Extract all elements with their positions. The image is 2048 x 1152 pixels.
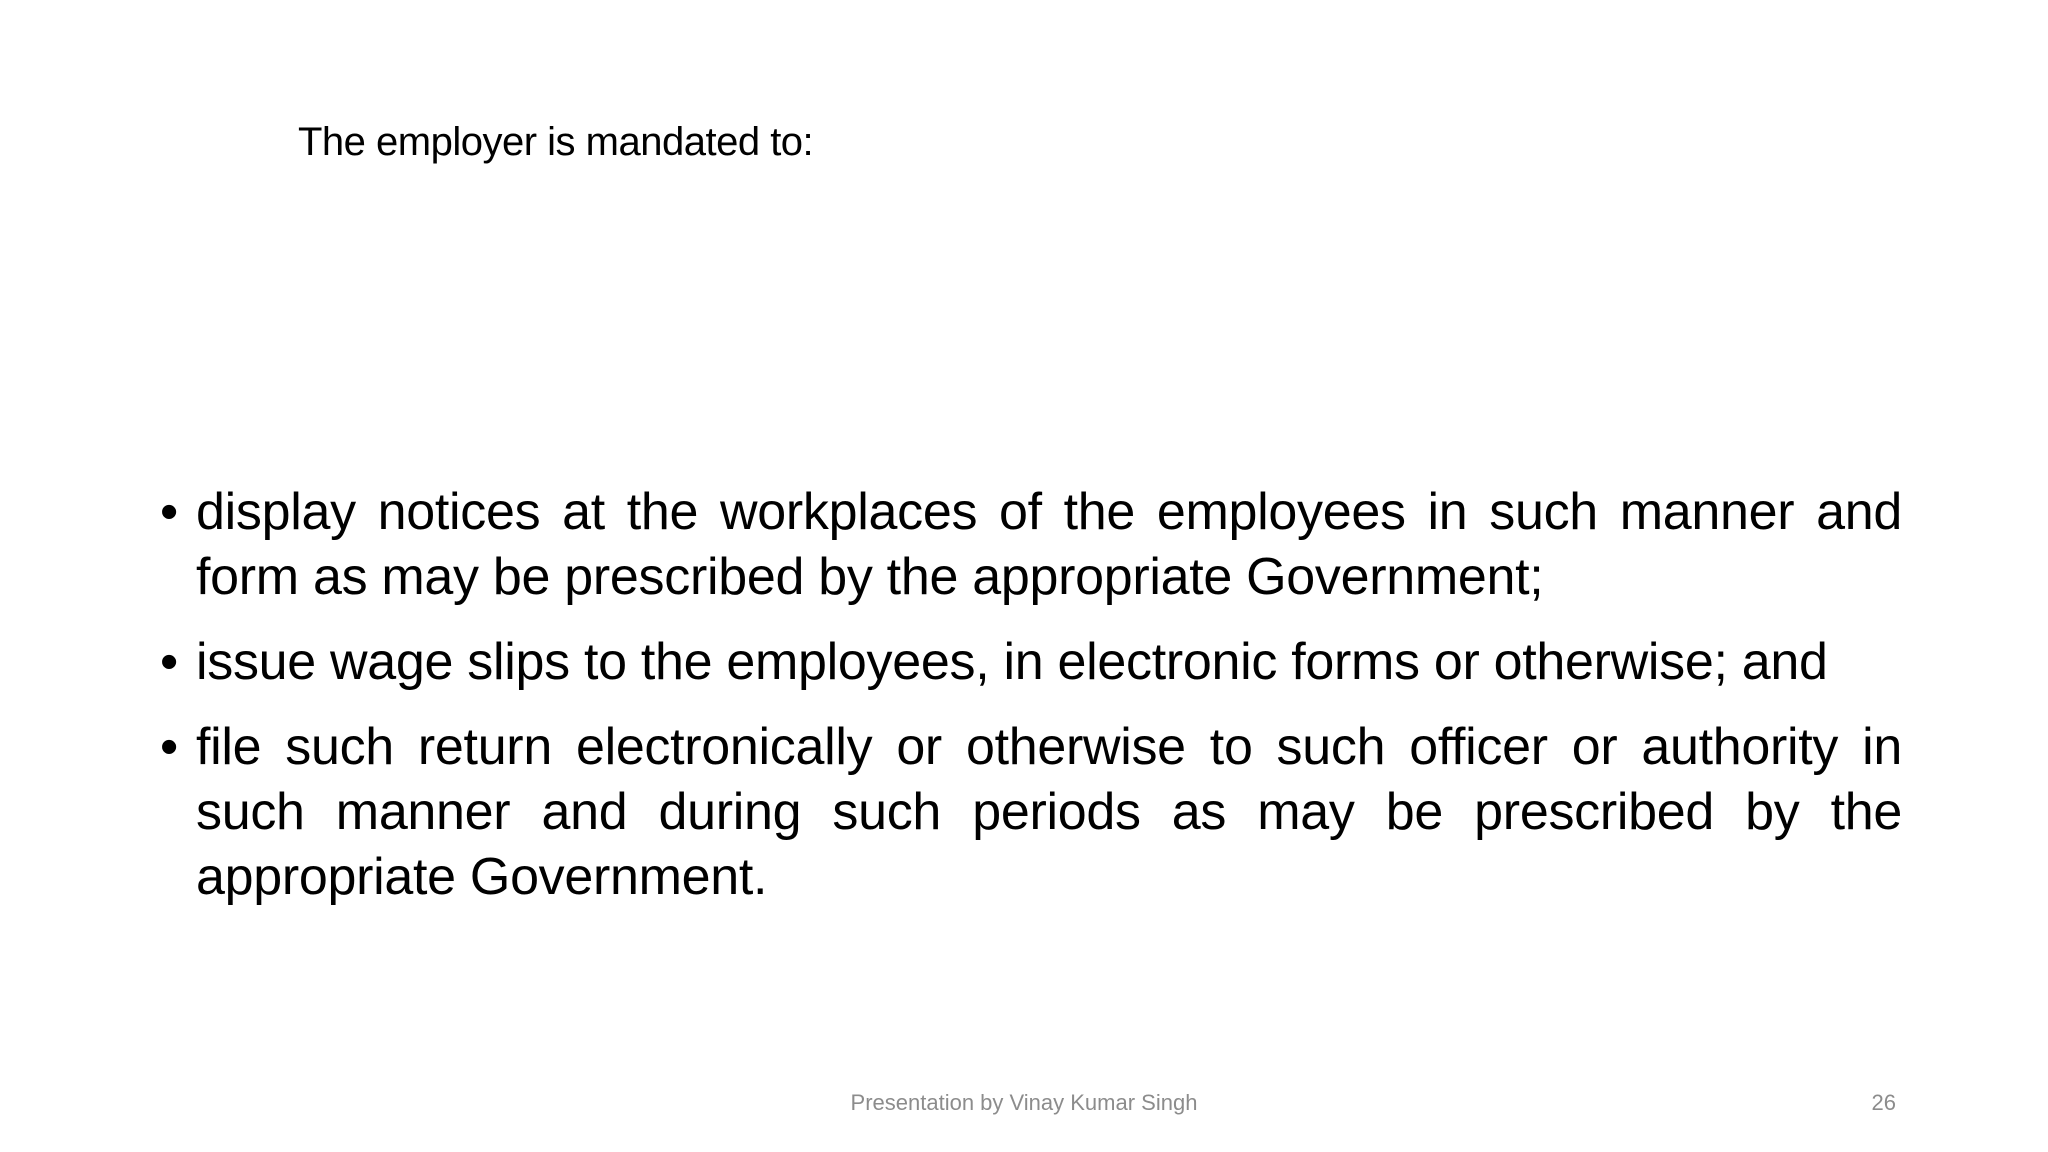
slide-title: The employer is mandated to: (298, 120, 814, 164)
footer-text: Presentation by Vinay Kumar Singh (850, 1090, 1198, 1115)
bullet-icon: • (160, 483, 178, 541)
page-number: 26 (1871, 1090, 1896, 1115)
bullet-item (160, 480, 1902, 610)
bullet-item (160, 715, 1902, 910)
bullet-text: display notices at the workplaces of the employees in such manner and form as may be prescribed by the appropriate Government; (196, 483, 1902, 606)
bullet-list (160, 480, 1902, 930)
bullet-icon: • (160, 718, 178, 776)
bullet-icon: • (160, 633, 178, 691)
bullet-text: file such return electronically or otherwise to such officer or authority in such manner and during such periods as may be prescribed by the appropriate Government. (196, 718, 1902, 906)
bullet-item (160, 630, 1902, 695)
bullet-text: issue wage slips to the employees, in electronic forms or otherwise; and (196, 633, 1828, 691)
